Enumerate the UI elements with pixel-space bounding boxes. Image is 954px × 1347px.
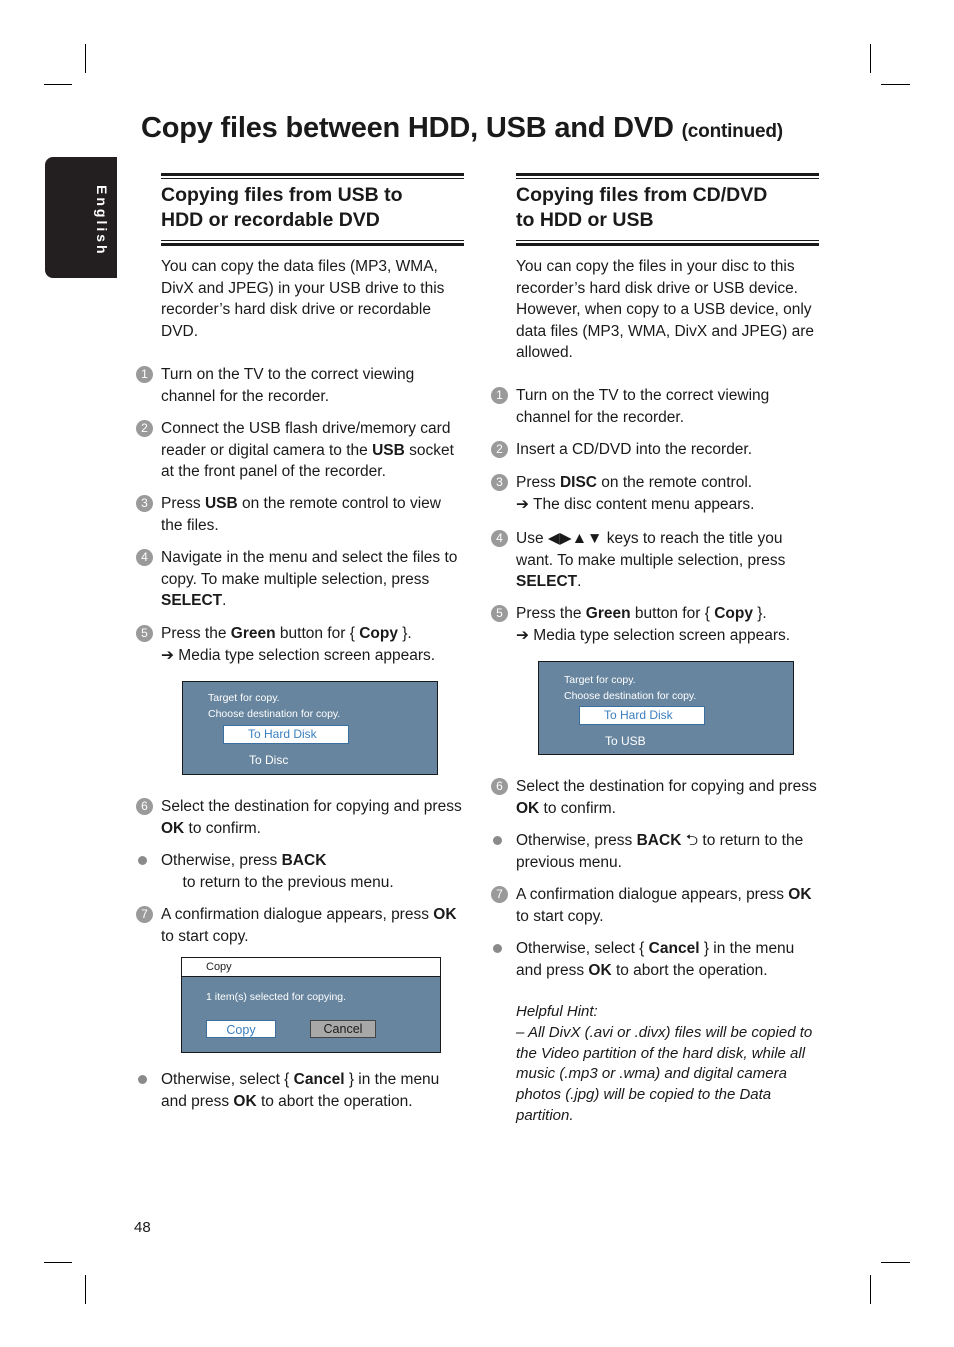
- crop-mark: [870, 1275, 871, 1304]
- section-heading-line2: to HDD or USB: [516, 209, 654, 231]
- language-tab-label: English: [94, 185, 110, 257]
- crop-mark: [870, 44, 871, 73]
- section-rule-bottom-thin: [161, 240, 464, 241]
- bullet-back: [136, 850, 466, 893]
- step-1: [136, 364, 466, 407]
- section-rule-bottom-thin: [516, 240, 819, 241]
- step-text: Select the destination for copying and press OK to confirm.: [516, 778, 817, 817]
- section-rule-top: [516, 173, 819, 176]
- crop-mark: [881, 1262, 910, 1263]
- copy-target-screen: [182, 681, 438, 775]
- intro-paragraph: You can copy the files in your disc to this recorder’s hard disk drive or USB device. However, when copy to a USB device, only data files (MP3, WMA, DivX and JPEG) are allowed.: [516, 258, 815, 362]
- step-5: [491, 603, 821, 646]
- step-number: 3: [136, 495, 153, 512]
- section-heading-line2: HDD or recordable DVD: [161, 209, 380, 231]
- page-title-continued: (continued): [681, 121, 783, 142]
- osd-line-1: Target for copy.: [208, 692, 280, 704]
- dialog-title: Copy: [182, 958, 440, 977]
- step-text: Press the Green button for { Copy }. ➔ Media type selection screen appears.: [161, 625, 436, 664]
- step-number: 3: [491, 474, 508, 491]
- intro-paragraph: You can copy the data files (MP3, WMA, DivX and JPEG) in your USB drive to this recorder’s hard disk drive or recordable DVD.: [161, 258, 445, 340]
- crop-mark: [881, 84, 910, 85]
- step-text: Turn on the TV to the correct viewing channel for the recorder.: [516, 387, 770, 426]
- hint-text: – All DivX (.avi or .divx) files will be copied to the Video partition of the hard disk, while all music (.mp3 or .wma) and digital camera photos (.jpg) will be copied to the Data partition.: [516, 1023, 813, 1124]
- step-7: [491, 884, 821, 927]
- bullet-dot: [493, 944, 502, 953]
- bullet-cancel: [136, 1069, 466, 1112]
- osd-line-1: Target for copy.: [564, 674, 636, 686]
- step-text: Press the Green button for { Copy }. ➔ Media type selection screen appears.: [516, 605, 791, 644]
- cancel-button[interactable]: Cancel: [310, 1020, 376, 1038]
- step-number: 4: [491, 530, 508, 547]
- step-result: ➔ Media type selection screen appears.: [161, 646, 436, 664]
- bullet-dot: [138, 1075, 147, 1084]
- section-heading-line1: Copying files from CD/DVD: [516, 184, 768, 206]
- step-text: Select the destination for copying and press OK to confirm.: [161, 798, 462, 837]
- step-6: [491, 776, 821, 819]
- step-2: [136, 418, 466, 483]
- section-heading: [516, 183, 816, 233]
- step-result: ➔ Media type selection screen appears.: [516, 626, 791, 644]
- step-number: 1: [491, 387, 508, 404]
- step-4: [136, 547, 466, 612]
- step-number: 1: [136, 366, 153, 383]
- step-3: [491, 472, 821, 515]
- page-title-text: Copy files between HDD, USB and DVD: [141, 112, 674, 144]
- bullet-dot: [493, 836, 502, 845]
- step-number: 5: [491, 605, 508, 622]
- step-number: 2: [136, 420, 153, 437]
- right-column: [491, 0, 817, 1347]
- left-column: [136, 0, 462, 1347]
- step-number: 7: [136, 906, 153, 923]
- page-number: 48: [134, 1219, 151, 1236]
- copy-target-screen: [538, 661, 794, 755]
- crop-mark: [44, 1262, 72, 1263]
- section-rule-bottom: [516, 243, 819, 246]
- osd-line-2: Choose destination for copy.: [208, 708, 341, 720]
- step-number: 4: [136, 549, 153, 566]
- copy-confirm-dialog: [181, 957, 441, 1053]
- step-6: [136, 796, 466, 839]
- crop-mark: [85, 1275, 86, 1304]
- step-5: [136, 623, 466, 666]
- section-rule-top-thin: [516, 178, 819, 179]
- step-4: [491, 528, 821, 593]
- section-rule-bottom: [161, 243, 464, 246]
- bullet-back: [491, 830, 821, 873]
- crop-mark: [85, 44, 86, 73]
- step-text: Navigate in the menu and select the files to copy. To make multiple selection, press SELECT.: [161, 549, 458, 610]
- option-to-usb[interactable]: To USB: [605, 734, 646, 748]
- step-3: [136, 493, 466, 536]
- osd-line-2: Choose destination for copy.: [564, 690, 697, 702]
- option-to-disc[interactable]: To Disc: [249, 753, 289, 767]
- bullet-text: Otherwise, press BACK ⮌ to return to the previous menu.: [516, 832, 804, 871]
- section-heading-line1: Copying files from USB to: [161, 184, 403, 206]
- step-text: Connect the USB flash drive/memory card reader or digital camera to the USB socket at the front panel of the recorder.: [161, 420, 454, 481]
- section-rule-top: [161, 173, 464, 176]
- step-number: 6: [136, 798, 153, 815]
- option-to-hard-disk[interactable]: To Hard Disk: [579, 706, 705, 725]
- step-text: Use ◀▶▲▼ keys to reach the title you want. To make multiple selection, press SELECT.: [516, 530, 786, 591]
- bullet-dot: [138, 856, 147, 865]
- bullet-text: Otherwise, select { Cancel } in the menu and press OK to abort the operation.: [516, 940, 795, 979]
- bullet-text: Otherwise, select { Cancel } in the menu and press OK to abort the operation.: [161, 1071, 440, 1110]
- step-result: ➔ The disc content menu appears.: [516, 495, 755, 513]
- section-rule-top-thin: [161, 178, 464, 179]
- step-number: 7: [491, 886, 508, 903]
- helpful-hint: [516, 1002, 816, 1127]
- step-number: 5: [136, 625, 153, 642]
- step-text: A confirmation dialogue appears, press OK to start copy.: [161, 906, 457, 945]
- step-text: A confirmation dialogue appears, press OK to start copy.: [516, 886, 812, 925]
- dialog-message: 1 item(s) selected for copying.: [206, 991, 347, 1003]
- copy-button[interactable]: Copy: [206, 1020, 276, 1038]
- section-heading: [161, 183, 461, 233]
- step-number: 6: [491, 778, 508, 795]
- bullet-text: Otherwise, press BACK to return to the previous menu.: [161, 852, 394, 891]
- option-to-hard-disk[interactable]: To Hard Disk: [223, 725, 349, 744]
- step-text: Press USB on the remote control to view the files.: [161, 495, 441, 534]
- bullet-cancel: [491, 938, 821, 981]
- step-7: [136, 904, 466, 947]
- step-text: Turn on the TV to the correct viewing channel for the recorder.: [161, 366, 415, 405]
- step-1: [491, 385, 821, 428]
- crop-mark: [44, 84, 72, 85]
- step-text: Press DISC on the remote control. ➔ The disc content menu appears.: [516, 474, 755, 513]
- step-number: 2: [491, 441, 508, 458]
- hint-title: Helpful Hint:: [516, 1003, 598, 1020]
- step-2: [491, 439, 821, 461]
- step-text: Insert a CD/DVD into the recorder.: [516, 441, 753, 458]
